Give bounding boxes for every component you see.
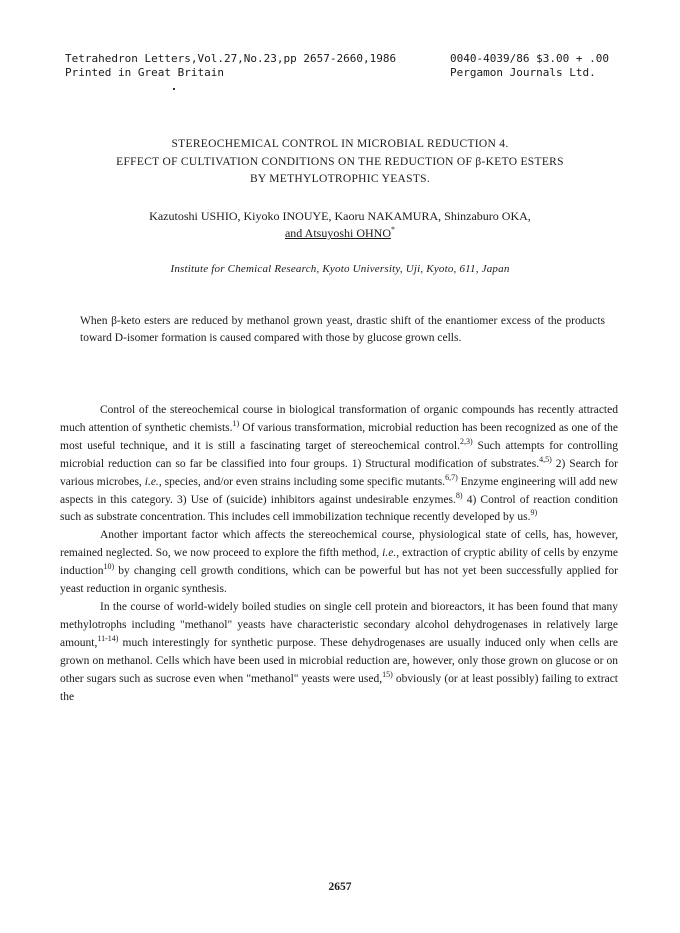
reference-mark: 10)	[103, 562, 115, 572]
speck-mark	[173, 88, 175, 90]
paragraph-3: In the course of world-widely boiled studies on single cell protein and bioreactors, it has been found that many methylotrophs including "methanol" yeasts have characteristic secondary alcohol dehydrogenases in relatively large amount,$^{11-14)}$ much interestingly for synthetic purpose. These dehydrogenases are usually induced only when cells are grown on methanol. Cells which have been used in microbial reduction are, however, only those grown on glucose or on other sugars such as sucrose even when "methanol" yeasts were used,$^{15)}$ obviously (or at least possibly) failing to extract the	[60, 600, 618, 703]
reference-mark: 11-14)	[97, 633, 119, 643]
reference-mark: 2,3)	[459, 436, 473, 446]
journal-header	[65, 52, 625, 80]
reference-mark: 9)	[530, 508, 538, 518]
author-list	[0, 208, 680, 242]
publisher-line: Pergamon Journals Ltd.	[450, 66, 596, 79]
ie-italic: i.e.	[144, 475, 159, 488]
citation-line: Tetrahedron Letters,Vol.27,No.23,pp 2657-2660,1986	[65, 52, 397, 65]
price-line: 0040-4039/86 $3.00 + .00	[450, 52, 609, 65]
paper-title	[0, 136, 680, 189]
paragraph-2: Another important factor which affects the stereochemical course, physiological state of cells, has, however, remained neglected. So, we now proceed to explore the fifth method, i.e., extraction of cryptic ability of cells by enzyme induction$^{10)}$ by changing cell growth conditions, which can be powerful but has not yet been successfully applied for yeast reduction in organic synthesis.	[60, 529, 618, 596]
title-line-2: EFFECT OF CULTIVATION CONDITIONS ON THE REDUCTION OF β-KETO ESTERS	[116, 155, 564, 168]
authors-line-1: Kazutoshi USHIO, Kiyoko INOUYE, Kaoru NAKAMURA, Shinzaburo OKA,	[149, 209, 531, 223]
printed-line: Printed in Great Britain	[65, 66, 224, 79]
reference-mark: 6,7)	[445, 472, 458, 482]
authors-line-2: and Atsuyoshi OHNO	[284, 226, 391, 240]
corresponding-author-mark: *	[391, 225, 395, 234]
reference-mark: 8)	[455, 490, 463, 500]
affiliation: Institute for Chemical Research, Kyoto University, Uji, Kyoto, 611, Japan	[170, 263, 510, 275]
reference-mark: 4,5)	[539, 454, 552, 464]
paragraph-1: Control of the stereochemical course in biological transformation of organic compounds has recently attracted much attention of synthetic chemists.$^{1)}$ Of various transformation, microbial reduction has been recognized as one of the most useful technique, and it is still a fascinating target of stereochemical control.$^{2,3)}$ Such attempts for controlling microbial reduction can so far be classified into four groups. 1) Structural modification of substrates.$^{4,5)}$ 2) Search for various microbes, i.e., species, and/or even strains including some specific mutants.$^{6,7)}$ Enzyme engineering will add new aspects in this category. 3) Use of (suicide) inhibitors against undesirable enzymes.$^{8)}$ 4) Control of reaction condition such as substrate concentration. This includes cell immobilization technique recently developed by us.$^{9)}$	[60, 404, 618, 524]
title-line-1: STEREOCHEMICAL CONTROL IN MICROBIAL REDUCTION 4.	[171, 138, 509, 150]
abstract: When β-keto esters are reduced by methanol grown yeast, drastic shift of the enantiomer excess of the products toward D-isomer formation is caused compared with those by glucose grown cells.	[80, 315, 605, 345]
reference-mark: 15)	[382, 669, 393, 679]
body-text	[60, 402, 618, 706]
ie-italic: i.e.	[382, 547, 397, 560]
page-number: 2657	[328, 881, 352, 893]
reference-mark: 1)	[232, 419, 240, 429]
title-line-3: BY METHYLOTROPHIC YEASTS.	[249, 173, 431, 185]
